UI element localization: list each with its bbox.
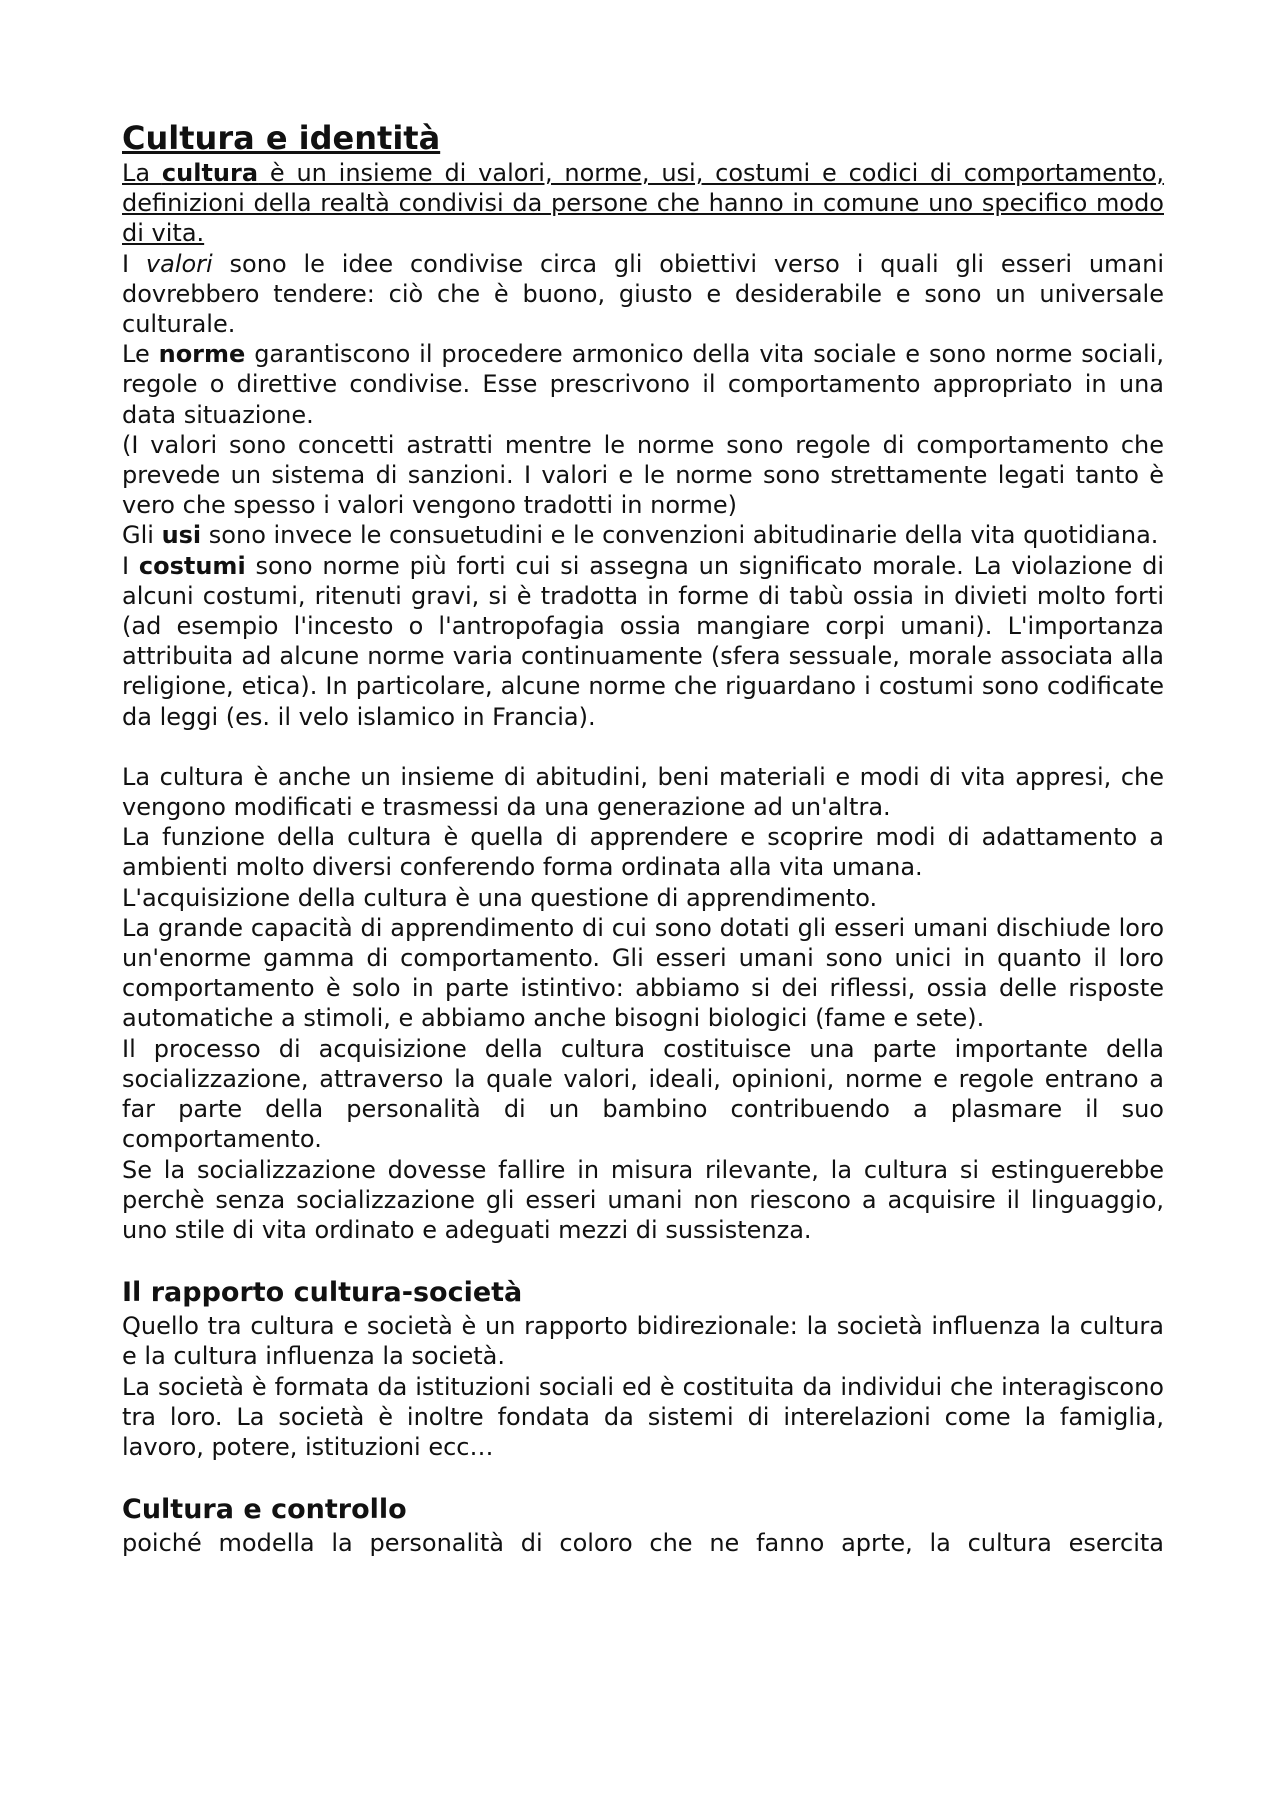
- rapporto-paragraph-2: La società è formata da istituzioni sociali ed è costituita da individui che interagiscono tra loro. La società è inoltre fondata da sistemi di interelazioni come la famiglia, lavoro, potere, istituzioni ecc…: [122, 1372, 1164, 1461]
- paragraph-abitudini: La cultura è anche un insieme di abitudini, beni materiali e modi di vita appresi, che vengono modificati e trasmessi da una generazione ad un'altra.: [122, 762, 1164, 822]
- costumi-text-a: I: [122, 551, 139, 580]
- intro-text-a: La: [122, 159, 162, 187]
- usi-text-c: sono invece le consuetudini e le convenzioni abitudinarie della vita quotidiana.: [201, 521, 1159, 550]
- costumi-text-c: sono norme più forti cui si assegna un significato morale. La violazione di alcuni costumi, ritenuti gravi, si è tradotta in forme di tabù ossia in divieti molto forti (ad esempio l'incesto o l'antropofagia ossia mangiare corpi umani). L'importanza attribuita ad alcune norme varia continuamente (sfera sessuale, morale associata alla religione, etica). In particolare, alcune norme che riguardano i costumi sono codificate da leggi (es. il velo islamico in Francia).: [122, 551, 1164, 731]
- intro-paragraph: [122, 158, 1164, 249]
- norme-term: norme: [158, 340, 246, 369]
- valori-paragraph: [122, 249, 1164, 340]
- rapporto-paragraph-1: Quello tra cultura e società è un rapporto bidirezionale: la società influenza la cultura e la cultura influenza la società.: [122, 1312, 1164, 1371]
- valori-text-c: sono le idee condivise circa gli obiettivi verso i quali gli esseri umani dovrebbero tendere: ciò che è buono, giusto e desiderabile e sono un universale culturale.: [122, 249, 1164, 339]
- intro-text-c: è un insieme di valori, norme, usi, costumi e codici di comportamento, definizioni della realtà condivisi da persone che hanno in comune uno specifico modo di vita.: [122, 159, 1165, 248]
- usi-paragraph: [122, 520, 1164, 550]
- document-page: [122, 118, 1164, 1558]
- costumi-paragraph: [122, 551, 1164, 732]
- intro-term-cultura: cultura: [161, 159, 259, 187]
- valori-norme-paragraph: (I valori sono concetti astratti mentre le norme sono regole di comportamento che prevede un sistema di sanzioni. I valori e le norme sono strettamente legati tanto è vero che spesso i valori vengono tradotti in norme): [122, 430, 1164, 520]
- paragraph-funzione: La funzione della cultura è quella di apprendere e scoprire modi di adattamento a ambienti molto diversi conferendo forma ordinata alla vita umana.: [122, 823, 1164, 882]
- norme-paragraph: [122, 339, 1164, 430]
- valori-term: valori: [145, 249, 213, 278]
- valori-text-a: I: [122, 249, 146, 278]
- norme-text-a: Le: [122, 340, 159, 369]
- costumi-term: costumi: [138, 551, 246, 580]
- paragraph-apprendimento: La grande capacità di apprendimento di cui sono dotati gli esseri umani dischiude loro un'enorme gamma di comportamento. Gli esseri umani sono unici in quanto il loro comportamento è solo in parte istintivo: abbiamo si dei riflessi, ossia delle risposte automatiche a stimoli, e abbiamo anche bisogni biologici (fame e sete).: [122, 913, 1164, 1033]
- usi-term: usi: [161, 521, 202, 550]
- section-heading-rapporto: Il rapporto cultura-società: [122, 1277, 523, 1309]
- paragraph-socializzazione: Il processo di acquisizione della cultura costituisce una parte importante della socializzazione, attraverso la quale valori, ideali, opinioni, norme e regole entrano a far parte della personalità di un bambino contribuendo a plasmare il suo comportamento.: [122, 1034, 1164, 1154]
- usi-text-a: Gli: [122, 521, 162, 550]
- paragraph-fallimento: Se la socializzazione dovesse fallire in misura rilevante, la cultura si estinguerebbe perchè senza socializzazione gli esseri umani non riescono a acquisire il linguaggio, uno stile di vita ordinato e adeguati mezzi di sussistenza.: [122, 1155, 1164, 1244]
- controllo-paragraph-1: poiché modella la personalità di coloro che ne fanno aprte, la cultura esercita: [122, 1529, 1164, 1558]
- paragraph-acquisizione: L'acquisizione della cultura è una questione di apprendimento.: [122, 883, 878, 912]
- norme-text-c: garantiscono il procedere armonico della vita sociale e sono norme sociali, regole o direttive condivise. Esse prescrivono il comportamento appropriato in una data situazione.: [122, 340, 1165, 429]
- page-title: Cultura e identità: [122, 119, 441, 157]
- section-heading-controllo: Cultura e controllo: [122, 1494, 407, 1526]
